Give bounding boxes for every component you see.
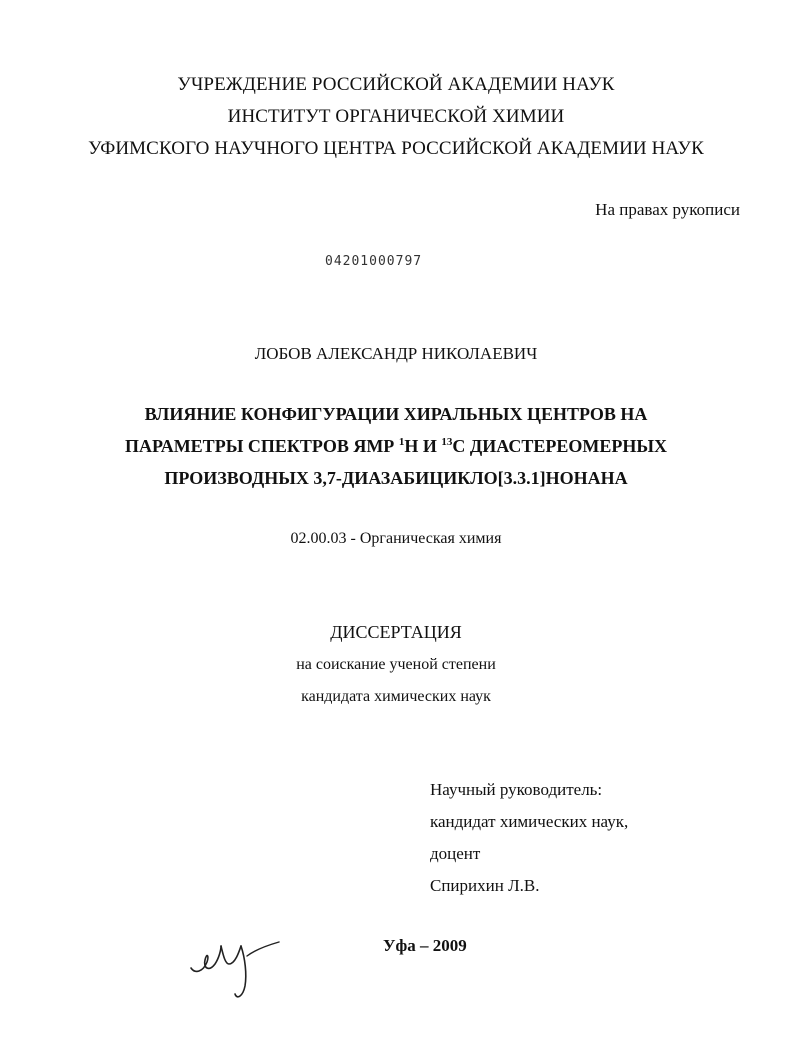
supervisor-rank: доцент [430,844,481,863]
registration-number-stamp: 04201000797 [325,254,423,269]
document-type: ДИССЕРТАЦИЯ [330,622,462,642]
rights-note: На правах рукописи [595,200,740,219]
specialty-code: 02.00.03 - Органическая химия [290,530,502,547]
institution-line-1: УЧРЕЖДЕНИЕ РОССИЙСКОЙ АКАДЕМИИ НАУК [177,74,615,95]
title-line-2-post: С ДИАСТЕРЕОМЕРНЫХ [452,436,667,456]
institution-line-2: ИНСТИТУТ ОРГАНИЧЕСКОЙ ХИМИИ [227,106,565,127]
title-line-2-mid: Н И [404,436,442,456]
title-line-1: ВЛИЯНИЕ КОНФИГУРАЦИИ ХИРАЛЬНЫХ ЦЕНТРОВ НА [144,404,648,424]
author-name: ЛОБОВ АЛЕКСАНДР НИКОЛАЕВИЧ [254,344,538,363]
supervisor-degree: кандидат химических наук, [430,812,629,831]
title-line-3: ПРОИЗВОДНЫХ 3,7-ДИАЗАБИЦИКЛО[3.3.1]НОНАНА [164,468,628,488]
title-line-2 [0,436,792,457]
supervisor-label: Научный руководитель: [430,780,603,799]
isotope-superscript-13: 13 [441,436,453,448]
city-year: Уфа – 2009 [383,936,467,955]
isotope-superscript-1: 1 [398,436,405,448]
degree-line-2: кандидата химических наук [301,688,491,705]
degree-line-1: на соискание ученой степени [296,656,496,673]
handwritten-signature [185,938,285,1004]
title-line-2-pre: ПАРАМЕТРЫ СПЕКТРОВ ЯМР [125,436,399,456]
institution-line-3: УФИМСКОГО НАУЧНОГО ЦЕНТРА РОССИЙСКОЙ АКАДЕМИИ НАУК [88,138,704,159]
supervisor-name: Спирихин Л.В. [430,876,540,895]
